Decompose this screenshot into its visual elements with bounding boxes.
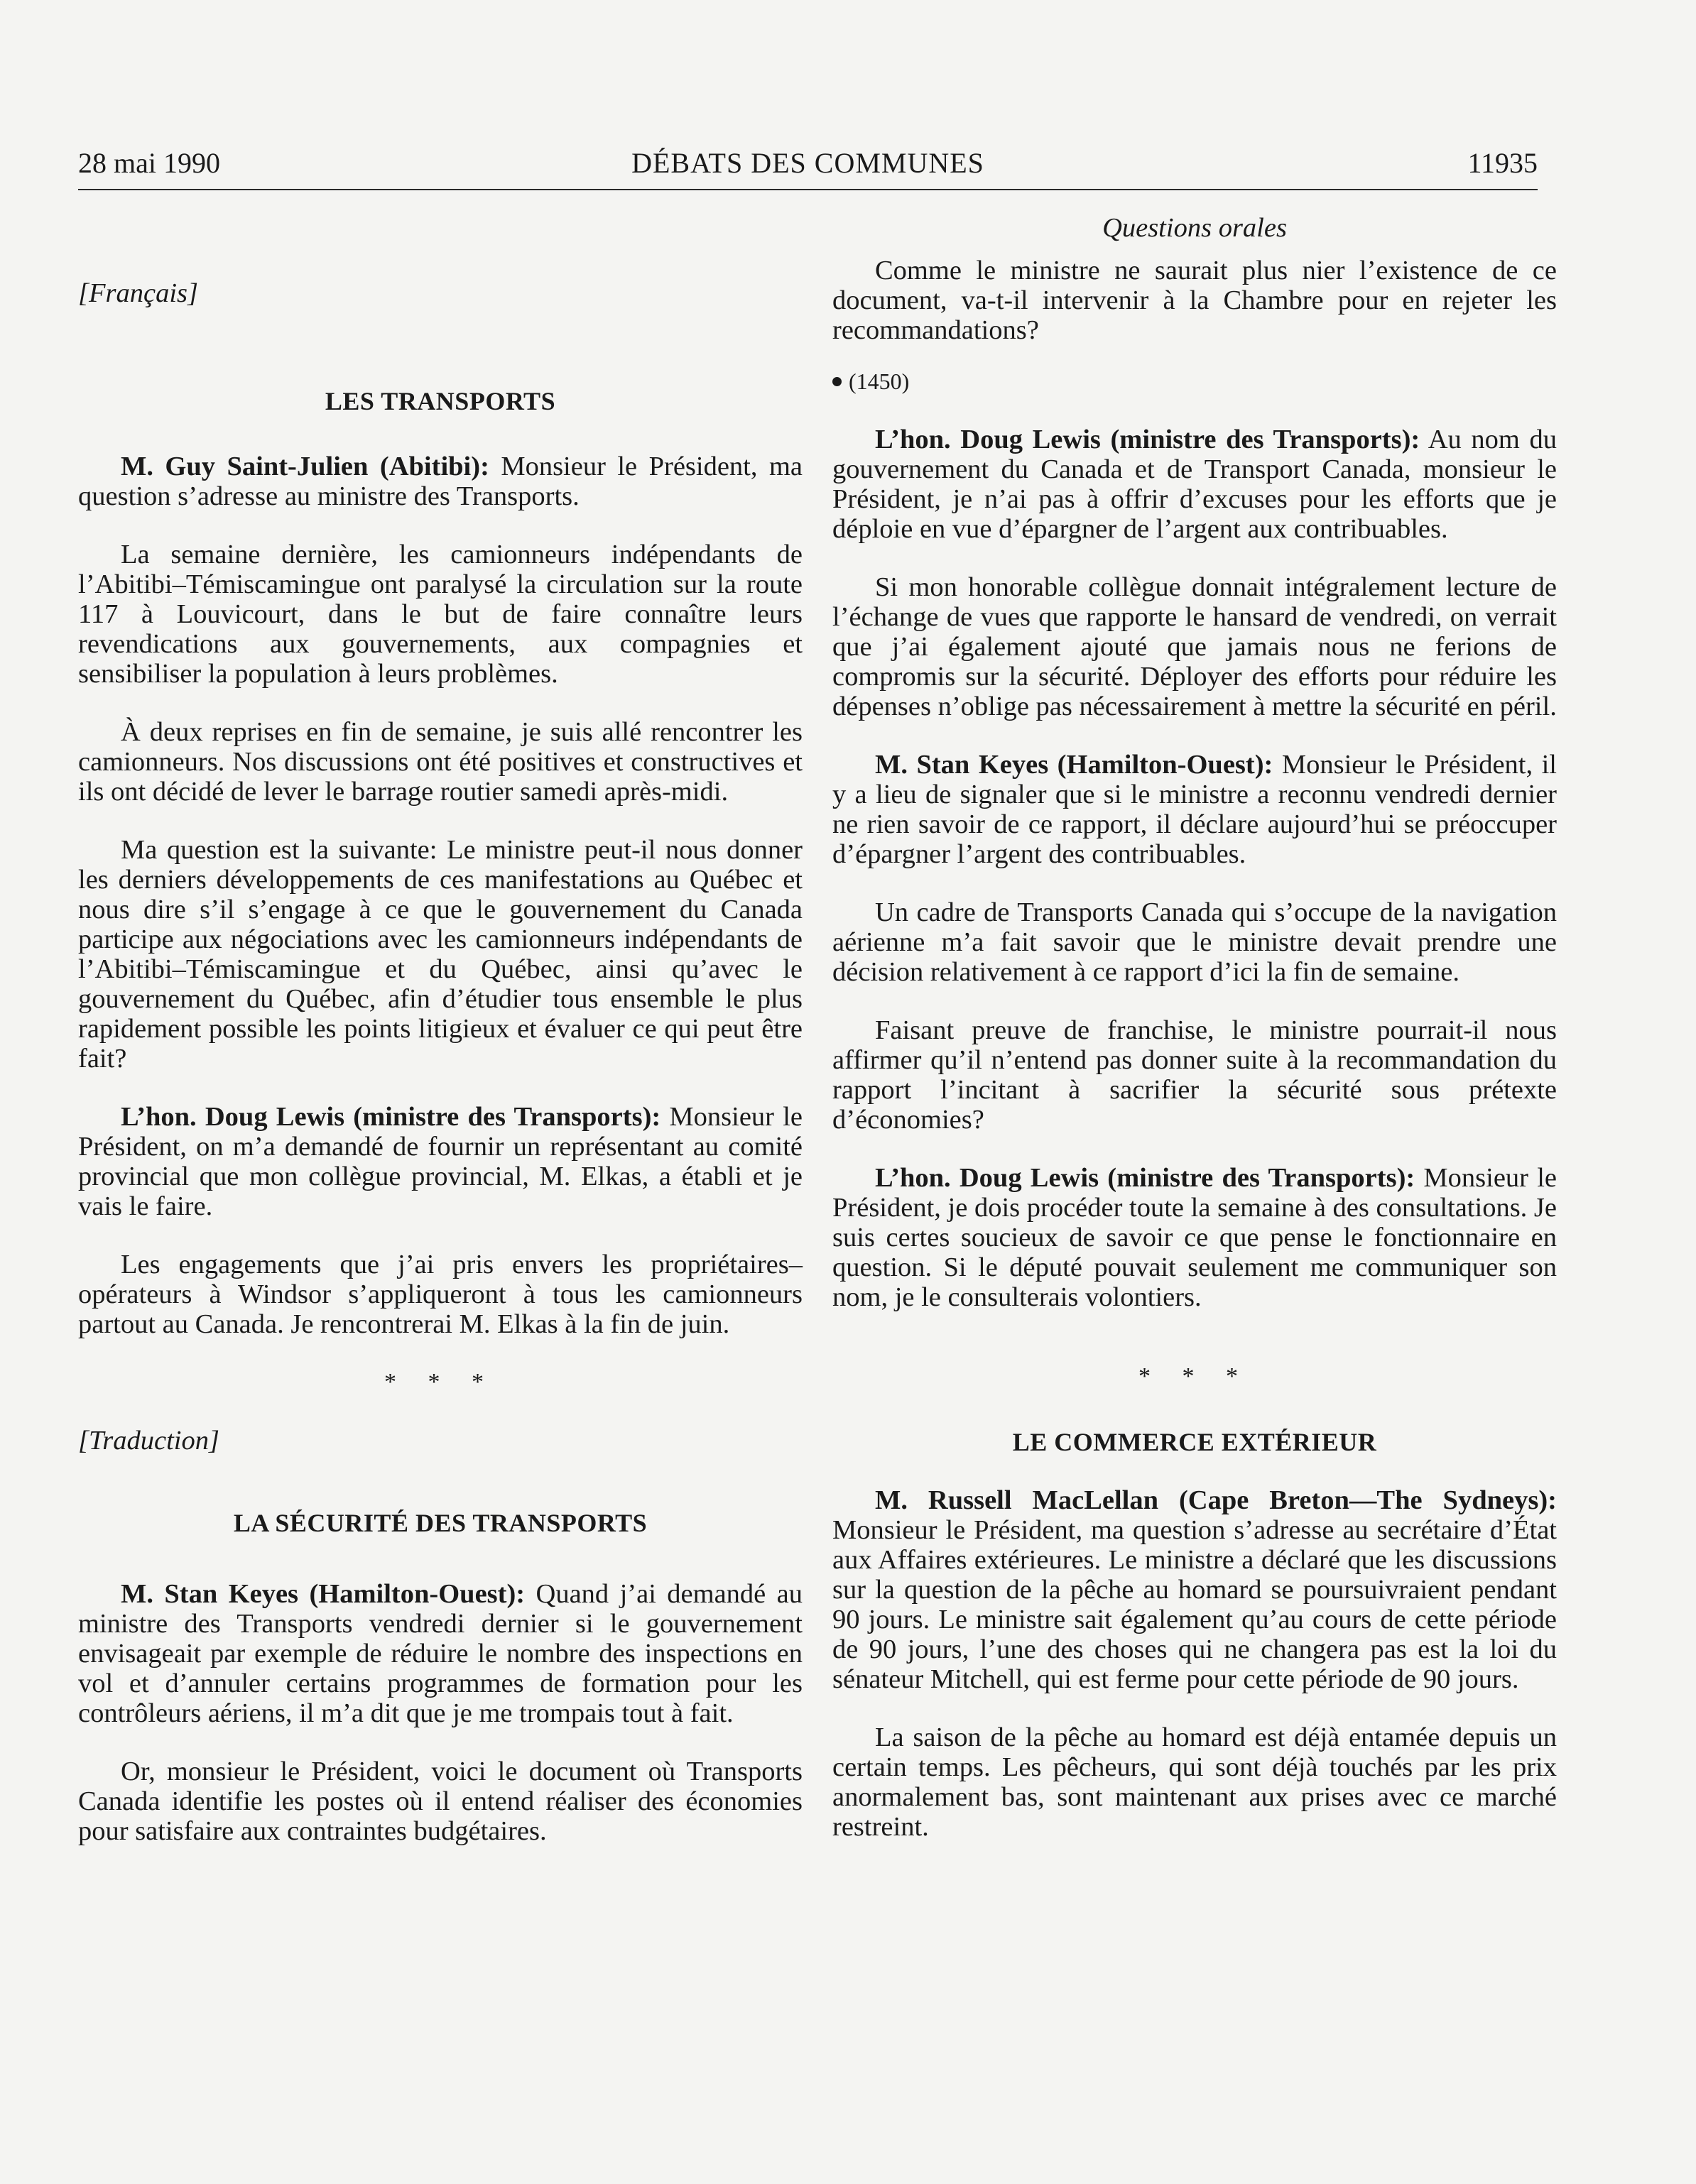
paragraph-text: Au nom du gouvernement du Canada et de Transport Canada, monsieur le Président, je n’ai pas à offrir d’excuses pour les efforts que je déploie en vue d’épargner de l’argent aux contribuables. <box>832 425 1557 544</box>
section-label: Questions orales <box>1102 213 1287 243</box>
paragraph <box>78 452 803 511</box>
paragraph: Les engagements que j’ai pris envers les propriétaires–opérateurs à Windsor s’appliqueront à tous les camionneurs partout au Canada. Je rencontrerai M. Elkas à la fin de juin. <box>78 1250 803 1339</box>
right-column <box>832 213 1557 1870</box>
paragraph <box>832 1485 1557 1694</box>
paragraph <box>78 1579 803 1728</box>
paragraph: Or, monsieur le Président, voici le document où Transports Canada identifie les postes où il entend réaliser des économies pour satisfaire aux contraintes budgétaires. <box>78 1757 803 1846</box>
paragraph <box>78 1102 803 1221</box>
language-note-francais: [Français] <box>78 278 198 308</box>
paragraph: À deux reprises en fin de semaine, je suis allé rencontrer les camionneurs. Nos discussions ont été positives et constructives et ils ont décidé de lever le barrage routier samedi après-midi. <box>78 717 803 807</box>
paragraph: Comme le ministre ne saurait plus nier l’existence de ce document, va-t-il intervenir à la Chambre pour en rejeter les recommandations? <box>832 256 1557 345</box>
paragraph-text: Monsieur le Président, ma question s’adresse au secrétaire d’État aux Affaires extérieures. Le ministre a déclaré que les discussions sur la question de la pêche au homard se poursuivraient pendant 90 jours. Le ministre sait également qu’au cours de cette période de 90 jours, l’une des choses qui ne changera pas est la loi du sénateur Mitchell, qui est ferme pour cette période de 90 jours. <box>832 1515 1557 1694</box>
speaker-name: L’hon. Doug Lewis (ministre des Transports): <box>875 1163 1415 1193</box>
speaker-name: M. Stan Keyes (Hamilton-Ouest): <box>121 1579 526 1609</box>
header-page-number: 11935 <box>1467 147 1538 179</box>
left-column <box>78 213 803 1874</box>
paragraph <box>832 425 1557 544</box>
speaker-name: M. Russell MacLellan (Cape Breton—The Sydneys): <box>875 1485 1557 1515</box>
language-note-traduction: [Traduction] <box>78 1426 219 1456</box>
header-date: 28 mai 1990 <box>78 147 220 179</box>
header-title: DÉBATS DES COMMUNES <box>631 147 984 179</box>
bullet-icon <box>832 377 842 386</box>
paragraph-text: Quand j’ai demandé au ministre des Transports vendredi dernier si le gouvernement envisageait par exemple de réduire le nombre des inspections en vol et d’annuler certains programmes de formation pour les contrôleurs aériens, il m’a dit que je me trompais tout à fait. <box>78 1579 803 1728</box>
paragraph: Ma question est la suivante: Le ministre peut-il nous donner les derniers développements de ces manifestations au Québec et nous dire s’il s’engage à ce que le gouvernement du Canada participe aux négociations avec les camionneurs indépendants de l’Abitibi–Témiscamingue et du Québec, ainsi qu’avec le gouvernement du Québec, afin d’étudier tous ensemble le plus rapidement possible les points litigieux et évaluer ce qui peut être fait? <box>78 835 803 1074</box>
page-header <box>78 146 1538 190</box>
paragraph: La semaine dernière, les camionneurs indépendants de l’Abitibi–Témiscamingue ont paralysé la circulation sur la route 117 à Louvicourt, dans le but de faire connaître leurs revendications aux gouvernements, aux compagnies et sensibiliser la population à leurs problèmes. <box>78 540 803 689</box>
paragraph <box>832 1163 1557 1312</box>
section-separator: * * * <box>1138 1363 1251 1389</box>
paragraph <box>832 750 1557 869</box>
paragraph: La saison de la pêche au homard est déjà entamée depuis un certain temps. Les pêcheurs, qui sont déjà touchés par les prix anormalement bas, sont maintenant aux prises avec ce marché restreint. <box>832 1722 1557 1842</box>
heading-securite-des-transports: LA SÉCURITÉ DES TRANSPORTS <box>233 1509 648 1537</box>
paragraph-text: Monsieur le Président, il y a lieu de signaler que si le ministre a reconnu vendredi dernier ne rien savoir de ce rapport, il déclare aujourd’hui se préoccuper d’épargner l’argent des contribuables. <box>832 750 1557 869</box>
section-separator: * * * <box>384 1369 496 1395</box>
speaker-name: L’hon. Doug Lewis (ministre des Transports): <box>121 1102 661 1132</box>
speaker-name: M. Guy Saint-Julien (Abitibi): <box>121 452 489 481</box>
heading-commerce-exterieur: LE COMMERCE EXTÉRIEUR <box>1012 1428 1377 1456</box>
paragraph: Un cadre de Transports Canada qui s’occupe de la navigation aérienne m’a fait savoir que le ministre devait prendre une décision relativement à ce rapport d’ici la fin de semaine. <box>832 897 1557 987</box>
speaker-name: M. Stan Keyes (Hamilton-Ouest): <box>875 750 1273 780</box>
paragraph: Si mon honorable collègue donnait intégralement lecture de l’échange de vues que rapporte le hansard de vendredi, on verrait que j’ai également ajouté que jamais nous ne ferions de compromis sur la sécurité. Déployer des efforts pour réduire les dépenses n’oblige pas nécessairement à mettre la sécurité en péril. <box>832 572 1557 721</box>
paragraph-text: Monsieur le Président, ma question s’adresse au ministre des Transports. <box>78 452 803 511</box>
paragraph-text: Monsieur le Président, on m’a demandé de fournir un représentant au comité provincial que mon collègue provincial, M. Elkas, a établi et je vais le faire. <box>78 1102 803 1221</box>
speaker-name: L’hon. Doug Lewis (ministre des Transports): <box>875 425 1420 454</box>
time-marker <box>832 366 1557 396</box>
paragraph: Faisant preuve de franchise, le ministre pourrait-il nous affirmer qu’il n’entend pas donner suite à la recommandation du rapport l’incitant à sacrifier la sécurité sous prétexte d’économies? <box>832 1015 1557 1135</box>
time-marker-text: (1450) <box>849 368 910 394</box>
heading-les-transports: LES TRANSPORTS <box>325 387 556 415</box>
paragraph-text: Monsieur le Président, je dois procéder toute la semaine à des consultations. Je suis certes soucieux de savoir ce que pense le fonctionnaire en question. Si le député pouvait seulement me communiquer son nom, je le consulterais volontiers. <box>832 1163 1557 1312</box>
